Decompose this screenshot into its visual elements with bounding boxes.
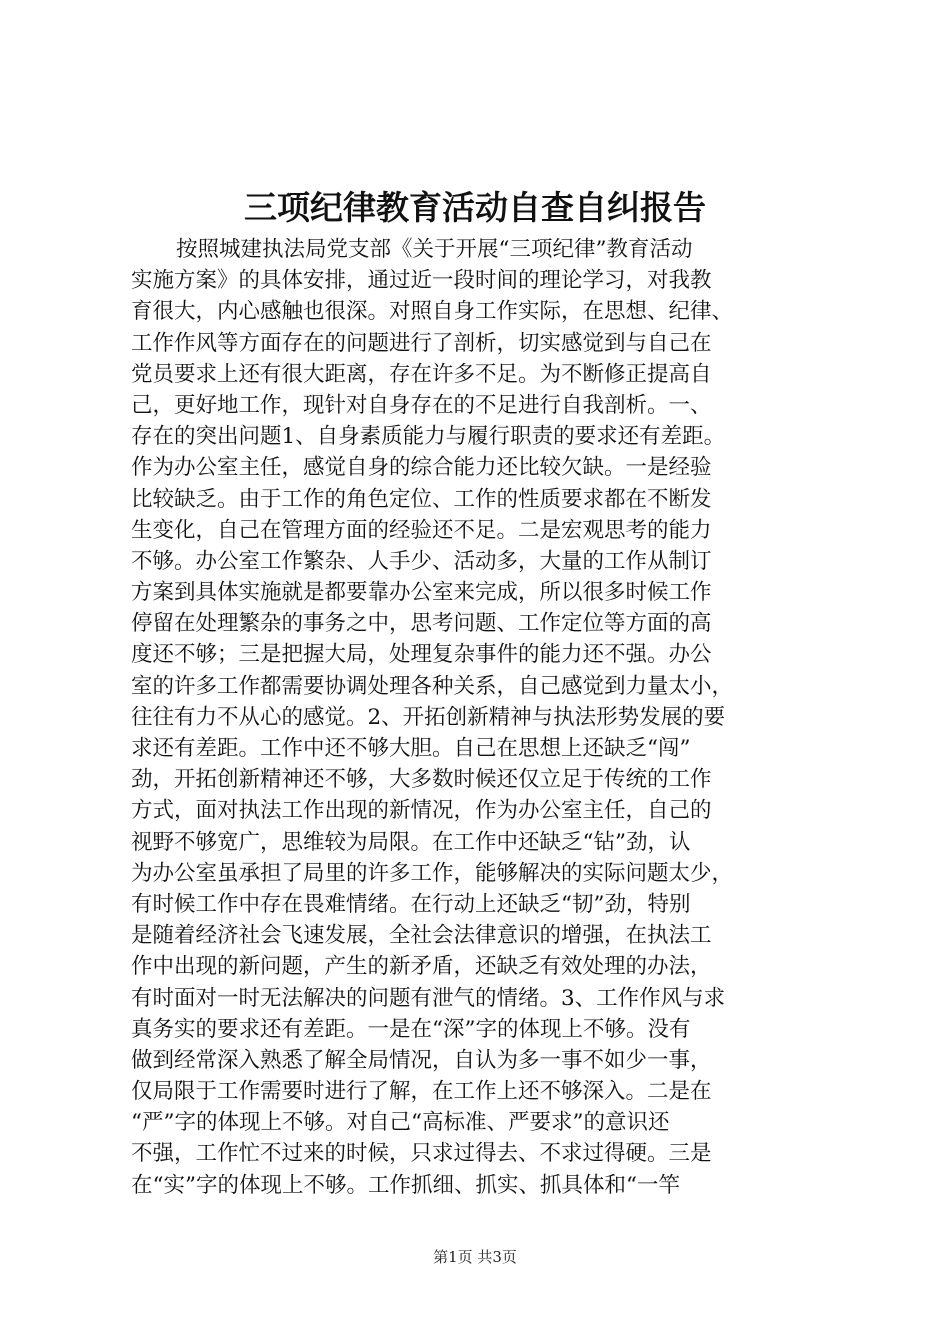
document-title: 三项纪律教育活动自查自纠报告 xyxy=(244,188,706,227)
body-line: 在“实”字的体现上不够。工作抓细、抓实、抓具体和“一竿 xyxy=(131,1172,680,1198)
document-body xyxy=(131,234,831,1201)
body-line: 做到经常深入熟悉了解全局情况，自认为多一事不如少一事， xyxy=(131,1047,712,1073)
body-line: 己，更好地工作，现针对自身存在的不足进行自我剖析。一、 xyxy=(131,392,712,418)
page-footer: 第1页 共3页 xyxy=(433,1248,517,1266)
body-line: 为办公室虽承担了局里的许多工作，能够解决的实际问题太少， xyxy=(131,860,734,886)
body-line: 生变化，自己在管理方面的经验还不足。二是宏观思考的能力 xyxy=(131,517,712,543)
body-line: 不够。办公室工作繁杂、人手少、活动多，大量的工作从制订 xyxy=(131,548,712,574)
body-line: 比较缺乏。由于工作的角色定位、工作的性质要求都在不断发 xyxy=(131,486,712,512)
body-line: 党员要求上还有很大距离，存在许多不足。为不断修正提高自 xyxy=(131,361,712,387)
body-line: 存在的突出问题1、自身素质能力与履行职责的要求还有差距。 xyxy=(131,424,726,450)
body-line: 作中出现的新问题，产生的新矛盾，还缺乏有效处理的办法， xyxy=(131,954,712,980)
body-line: 劲，开拓创新精神还不够，大多数时候还仅立足于传统的工作 xyxy=(131,767,712,793)
body-line: 室的许多工作都需要协调处理各种关系，自己感觉到力量太小， xyxy=(131,673,734,699)
body-line: 有时候工作中存在畏难情绪。在行动上还缺乏“韧”劲，特别 xyxy=(131,891,691,917)
body-line: 度还不够；三是把握大局，处理复杂事件的能力还不强。办公 xyxy=(131,642,712,668)
body-line: 往往有力不从心的感觉。2、开拓创新精神与执法形势发展的要 xyxy=(131,704,726,730)
body-line: 视野不够宽广，思维较为局限。在工作中还缺乏“钻”劲，认 xyxy=(131,829,691,855)
body-line: 真务实的要求还有差距。一是在“深”字的体现上不够。没有 xyxy=(131,1016,691,1042)
body-line: 按照城建执法局党支部《关于开展“三项纪律”教育活动 xyxy=(176,237,693,262)
body-line: 仅局限于工作需要时进行了解，在工作上还不够深入。二是在 xyxy=(131,1079,712,1105)
body-line: 停留在处理繁杂的事务之中，思考问题、工作定位等方面的高 xyxy=(131,611,712,637)
body-line: 实施方案》的具体安排，通过近一段时间的理论学习，对我教 xyxy=(131,268,712,294)
body-line: 方案到具体实施就是都要靠办公室来完成，所以很多时候工作 xyxy=(131,580,712,606)
body-line: 是随着经济社会飞速发展，全社会法律意识的增强，在执法工 xyxy=(131,923,712,949)
body-line: 作为办公室主任，感觉自身的综合能力还比较欠缺。一是经验 xyxy=(131,455,712,481)
body-line: 育很大，内心感触也很深。对照自身工作实际，在思想、纪律、 xyxy=(131,299,734,325)
body-line: 工作作风等方面存在的问题进行了剖析，切实感觉到与自己在 xyxy=(131,330,712,356)
body-line: 有时面对一时无法解决的问题有泄气的情绪。3、工作作风与求 xyxy=(131,985,726,1011)
body-line: 方式，面对执法工作出现的新情况，作为办公室主任，自己的 xyxy=(131,798,712,824)
body-line: 求还有差距。工作中还不够大胆。自己在思想上还缺乏“闯” xyxy=(131,736,691,761)
body-line: “严”字的体现上不够。对自己“高标准、严要求”的意识还 xyxy=(131,1110,670,1136)
body-line: 不强，工作忙不过来的时候，只求过得去、不求过得硬。三是 xyxy=(131,1141,712,1167)
